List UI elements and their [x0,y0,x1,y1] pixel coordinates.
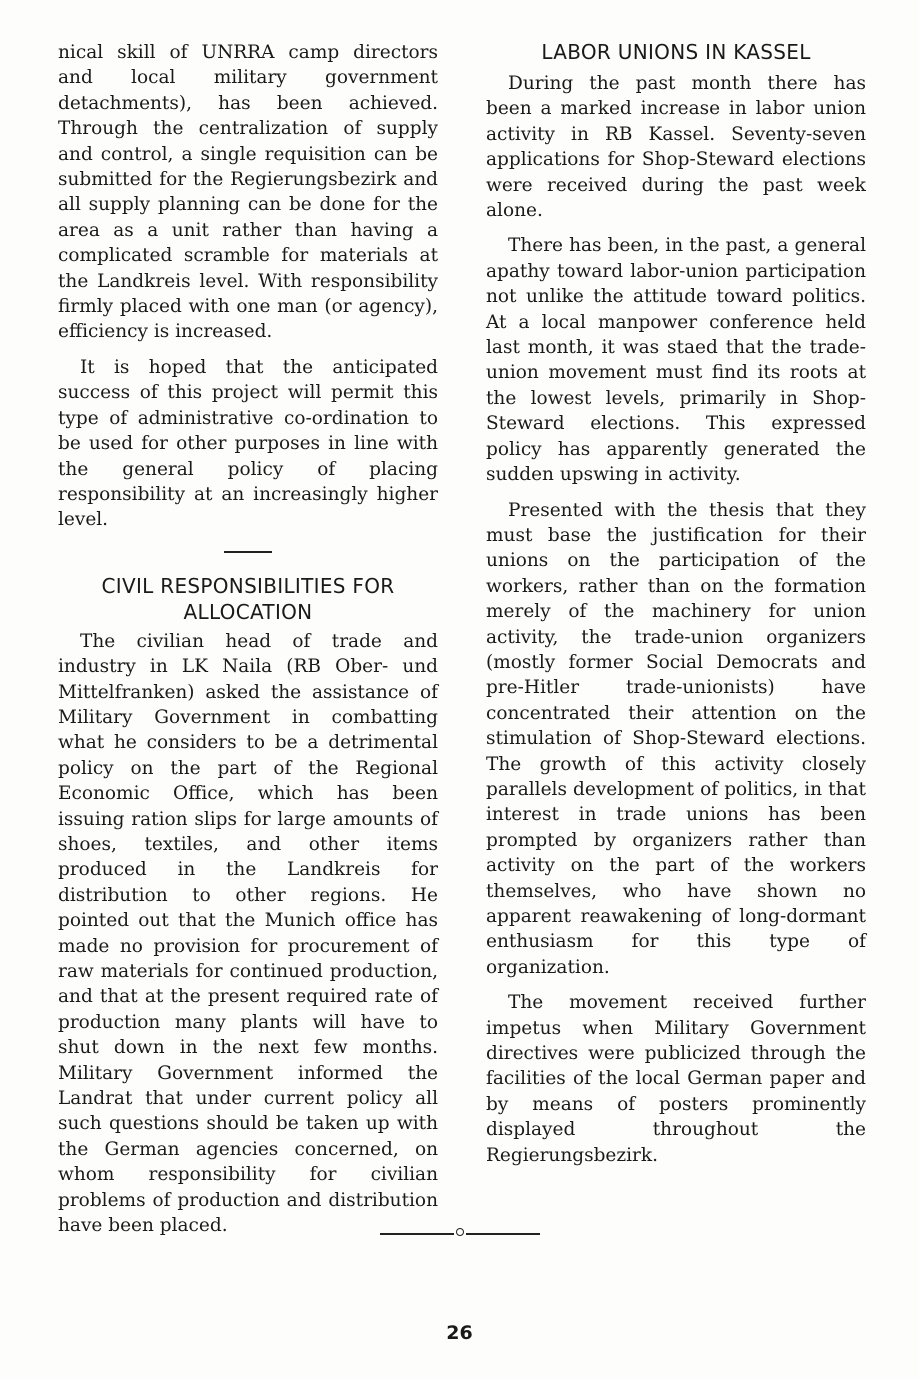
right-paragraph-4: The movement received further impetus when Military Government directives were publicized through the facilities of the local German paper and by means of posters prominently displayed throughout the Regierungsbezirk. [486,992,866,1166]
page-number: 26 [446,1322,473,1344]
section-divider [224,551,272,553]
right-paragraph-2: There has been, in the past, a general apathy toward labor-union participation not unlike the attitude toward politics. At a local manpower conference held last month, it was staed that the trade-union movement must find its roots at the lowest levels, primarily in Shop-Steward elections. This expressed policy has apparently generated the sudden upswing in activity. [486,235,866,486]
end-of-article-ornament [380,1227,540,1239]
civil-responsibilities-heading: CIVIL RESPONSIBILITIES FOR ALLOCATION [101,573,395,624]
left-column [58,40,438,1248]
right-column [486,40,866,1178]
left-paragraph-1: nical skill of UNRRA camp directors and local military government detachments), has been achieved. Through the centralization of supply and control, a single requisition can be submitted for the Regierungsbezirk and all supply planning can be done for the area as a unit rather than having a complicated scramble for materials at the Landkreis level. With responsibility firmly placed with one man (or agency), efficiency is increased. [58,42,438,343]
labor-unions-heading: LABOR UNIONS IN KASSEL [541,40,811,64]
right-paragraph-1: During the past month there has been a marked increase in labor union activity in RB Kassel. Seventy-seven applications for Shop-Steward elections were received during the past week alone. [486,73,866,222]
left-paragraph-2: It is hoped that the anticipated success of this project will permit this type of administrative co-ordination to be used for other purposes in line with the general policy of placing responsibility at an increasingly higher level. [58,356,438,531]
right-paragraph-3: Presented with the thesis that they must base the justification for their unions on the participation of the workers, rather than on the formation merely of the machinery for union activity, the trade-union organizers (mostly former Social Democrats and pre-Hitler trade-unionists) have concentrated their attention on the stimulation of Shop-Steward elections. The growth of this activity closely parallels development of politics, in that interest in trade unions has been prompted by organizers rather than activity on the part of the workers themselves, who have shown no apparent reawakening of long-dormant enthusiasm for this type of organization. [486,499,866,978]
left-paragraph-3: The civilian head of trade and industry in LK Naila (RB Ober- und Mittelfranken) asked the assistance of Military Government in combatting what he considers to be a detrimental policy on the part of the Regional Economic Office, which has been issuing ration slips for large amounts of shoes, textiles, and other items produced in the Landkreis for distribution to other regions. He pointed out that the Munich office has made no provision for procurement of raw materials for continued production, and that at the present required rate of production many plants will have to shut down in the next few months. Military Government informed the Landrat that under current policy all such questions should be taken up with the German agencies concerned, on whom responsibility for civilian problems of production and distribution have been placed. [58,630,438,1237]
